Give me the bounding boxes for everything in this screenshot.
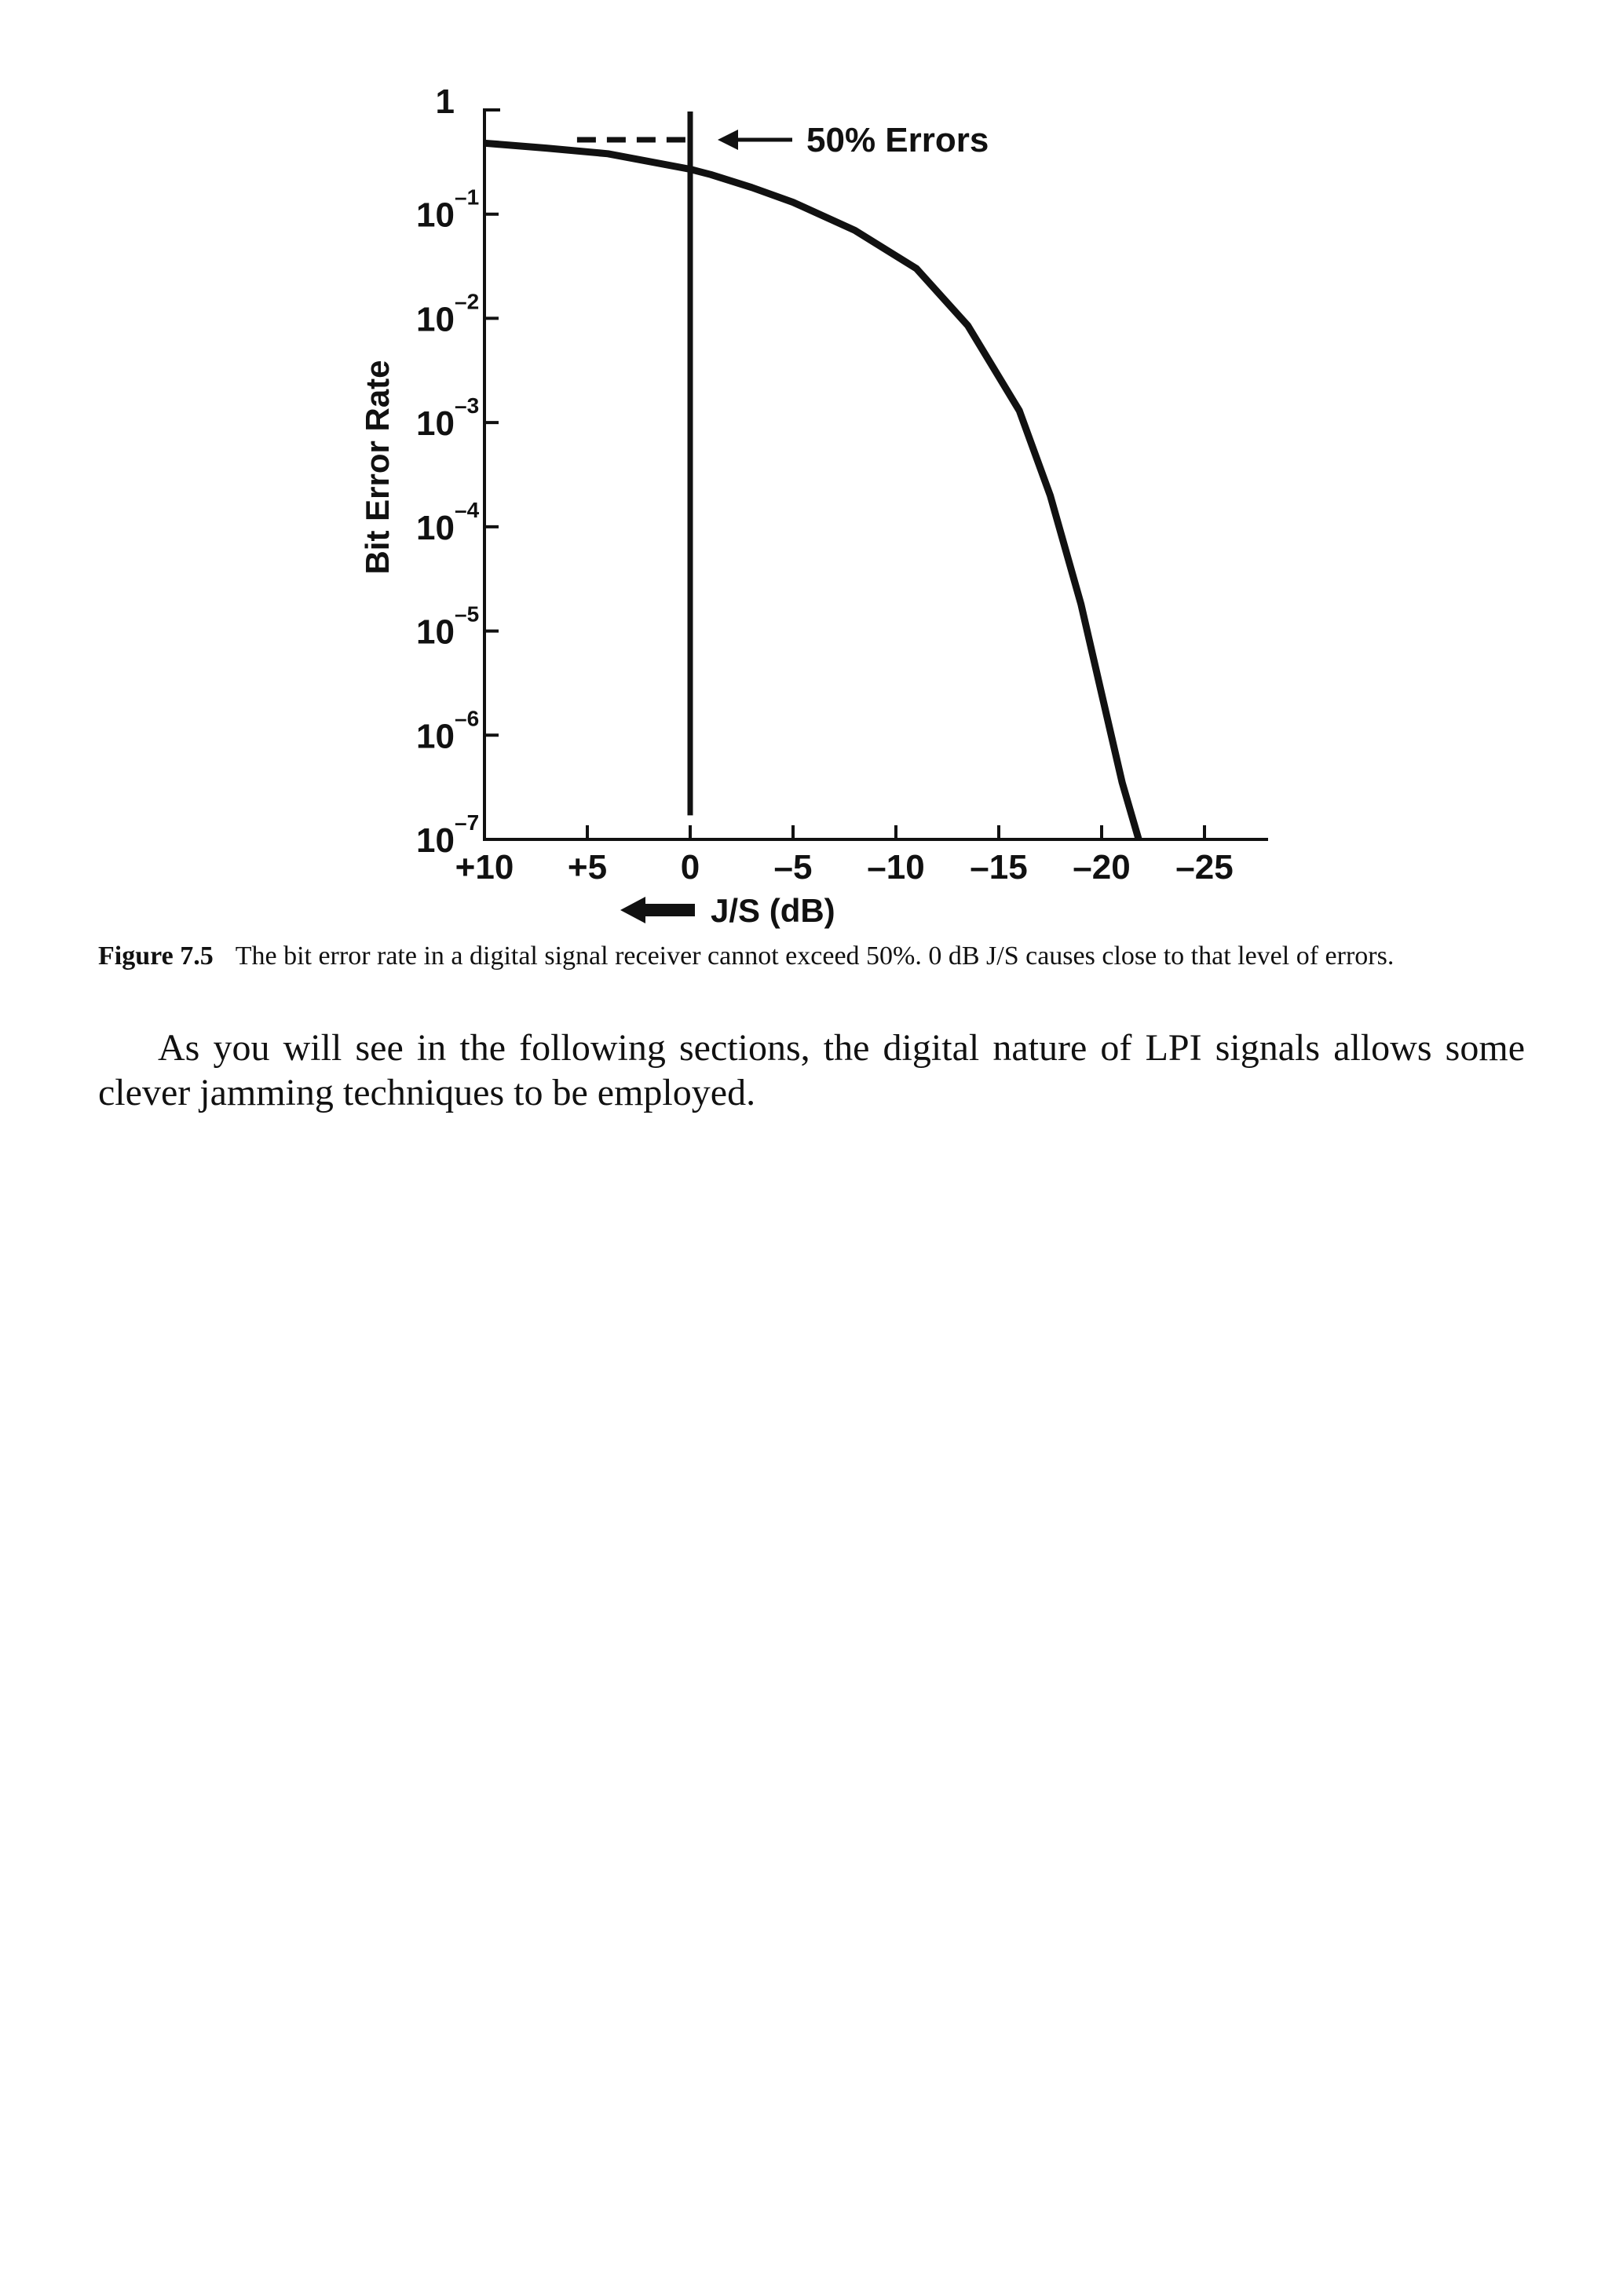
y-tick-label: 1 [435, 82, 455, 121]
x-axis-arrow-left [620, 897, 695, 923]
figure-caption-label: Figure 7.5 [98, 941, 214, 971]
y-tick-exponent: –3 [455, 393, 480, 419]
y-tick-label: 10 [416, 196, 455, 235]
y-tick-exponent: –7 [455, 810, 480, 835]
x-tick-label: +10 [455, 848, 514, 887]
x-tick-label: –20 [1073, 848, 1131, 887]
y-tick-exponent: –5 [455, 601, 480, 627]
ber-curve [484, 143, 1139, 839]
y-tick-exponent: –6 [455, 706, 480, 731]
figure-caption [98, 938, 1525, 974]
y-tick-label: 10 [416, 717, 455, 756]
y-tick-label: 10 [416, 508, 455, 547]
y-tick-exponent: –4 [455, 497, 480, 522]
fifty-percent-label: 50% Errors [806, 120, 989, 159]
x-tick-label: –10 [867, 848, 925, 887]
y-axis-ticks [416, 82, 499, 860]
body-paragraph: As you will see in the following sections, the digital nature of LPI signals allows some clever jamming techniques to be employed. [98, 1027, 1525, 1113]
x-tick-label: –25 [1175, 848, 1234, 887]
fifty-percent-arrowhead [718, 130, 738, 150]
figure-caption-text: The bit error rate in a digital signal receiver cannot exceed 50%. 0 dB J/S causes close to that level of errors. [235, 941, 1395, 971]
y-tick-label: 10 [416, 612, 455, 652]
y-tick-exponent: –2 [455, 289, 480, 314]
x-axis-title: J/S (dB) [711, 892, 835, 929]
x-tick-label: –5 [773, 848, 813, 887]
y-axis-title: Bit Error Rate [359, 360, 396, 575]
y-tick-label: 10 [416, 404, 455, 444]
x-tick-label: 0 [680, 848, 700, 887]
y-tick-label: 10 [416, 821, 455, 860]
y-tick-exponent: –1 [455, 185, 480, 210]
y-tick-label: 10 [416, 300, 455, 339]
x-axis-ticks [455, 825, 1234, 887]
ber-curve-points [484, 143, 1139, 839]
x-tick-label: +5 [567, 848, 608, 887]
x-tick-label: –15 [970, 848, 1028, 887]
bit-error-rate-chart [0, 0, 1623, 934]
